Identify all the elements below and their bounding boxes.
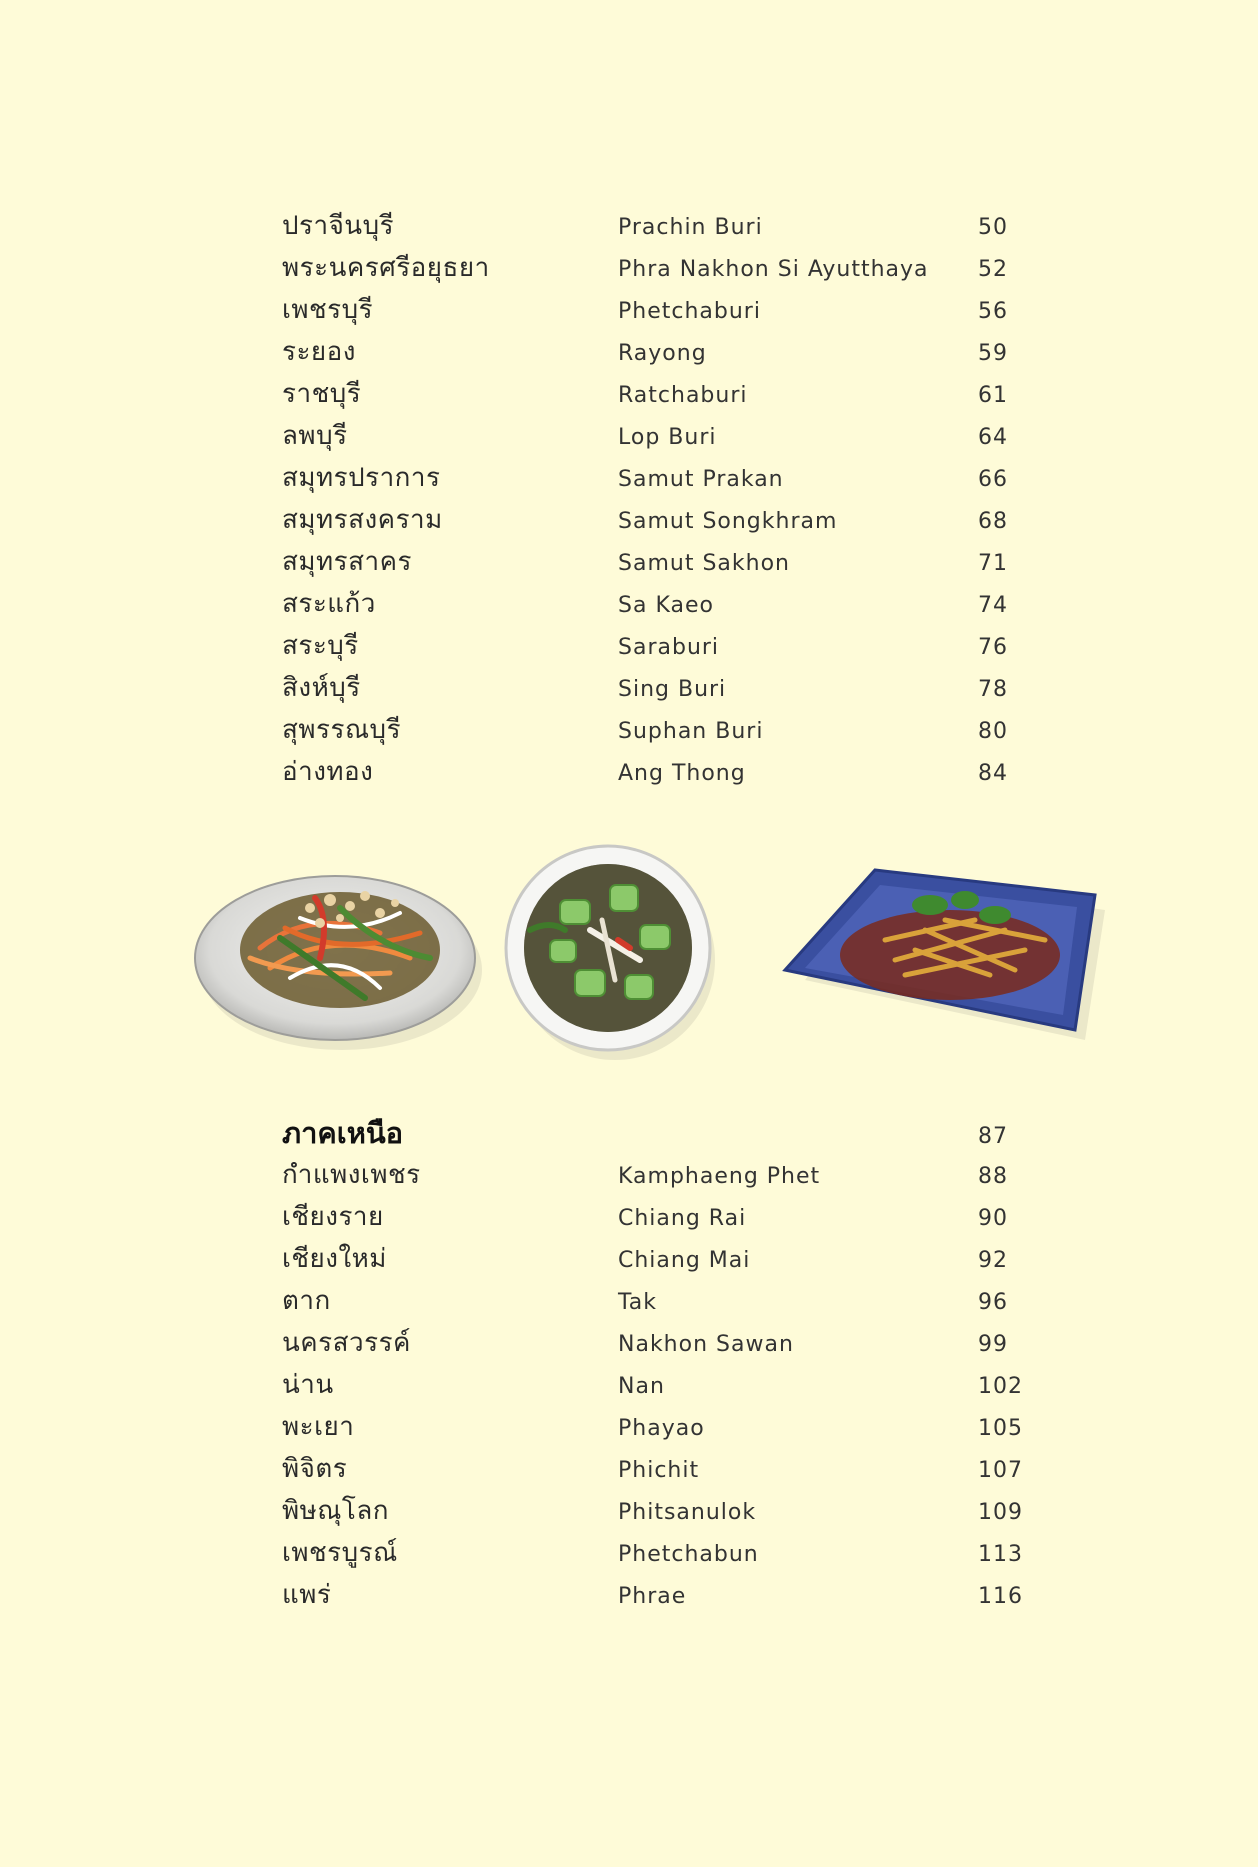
soup-bowl-icon xyxy=(490,830,730,1070)
page-number: 113 xyxy=(978,1542,1023,1567)
province-english: Phitsanulok xyxy=(618,1500,757,1525)
toc-row xyxy=(282,1574,1042,1616)
province-english: Saraburi xyxy=(618,635,720,660)
page-number: 90 xyxy=(978,1206,1008,1231)
toc-row xyxy=(282,541,1042,583)
province-thai: พิจิตร xyxy=(282,1454,348,1484)
province-english: Lop Buri xyxy=(618,425,717,450)
province-english: Phayao xyxy=(618,1416,705,1441)
province-thai: เพชรบุรี xyxy=(282,295,374,325)
page-number: 96 xyxy=(978,1290,1008,1315)
toc-row xyxy=(282,1154,1042,1196)
page-number: 99 xyxy=(978,1332,1008,1357)
province-thai: สมุทรปราการ xyxy=(282,463,441,493)
province-english: Phetchabun xyxy=(618,1542,759,1567)
province-english: Ang Thong xyxy=(618,761,746,786)
page-number: 78 xyxy=(978,677,1008,702)
page-number: 71 xyxy=(978,551,1008,576)
page-number: 88 xyxy=(978,1164,1008,1189)
province-english: Samut Sakhon xyxy=(618,551,790,576)
toc-row xyxy=(282,1238,1042,1280)
page-number: 107 xyxy=(978,1458,1023,1483)
toc-row xyxy=(282,1448,1042,1490)
toc-row xyxy=(282,709,1042,751)
toc-row xyxy=(282,1196,1042,1238)
province-thai: นครสวรรค์ xyxy=(282,1328,411,1358)
toc-row xyxy=(282,1364,1042,1406)
province-english: Chiang Mai xyxy=(618,1248,751,1273)
province-thai: เชียงราย xyxy=(282,1202,384,1232)
toc-row xyxy=(282,331,1042,373)
province-english: Samut Songkhram xyxy=(618,509,838,534)
province-thai: ตาก xyxy=(282,1286,331,1316)
toc-row xyxy=(282,373,1042,415)
page-number: 52 xyxy=(978,257,1008,282)
province-thai: กำแพงเพชร xyxy=(282,1160,421,1190)
toc-row xyxy=(282,667,1042,709)
province-english: Rayong xyxy=(618,341,707,366)
toc-northern-list xyxy=(282,1110,1042,1616)
province-thai: สมุทรสงคราม xyxy=(282,505,443,535)
page-number: 50 xyxy=(978,215,1008,240)
page-number: 68 xyxy=(978,509,1008,534)
page-number: 80 xyxy=(978,719,1008,744)
province-english: Sa Kaeo xyxy=(618,593,714,618)
province-english: Ratchaburi xyxy=(618,383,748,408)
province-thai: ลพบุรี xyxy=(282,421,348,451)
province-thai: พิษณุโลก xyxy=(282,1496,390,1526)
province-english: Suphan Buri xyxy=(618,719,764,744)
toc-row xyxy=(282,415,1042,457)
province-english: Prachin Buri xyxy=(618,215,763,240)
toc-row xyxy=(282,457,1042,499)
province-english: Tak xyxy=(618,1290,658,1315)
province-english: Chiang Rai xyxy=(618,1206,747,1231)
toc-row xyxy=(282,1532,1042,1574)
page-number: 109 xyxy=(978,1500,1023,1525)
page-number: 66 xyxy=(978,467,1008,492)
page-number: 116 xyxy=(978,1584,1023,1609)
toc-row xyxy=(282,499,1042,541)
food-photos xyxy=(190,830,1120,1090)
province-thai: ปราจีนบุรี xyxy=(282,211,395,241)
province-thai: แพร่ xyxy=(282,1580,332,1610)
toc-row xyxy=(282,1490,1042,1532)
page-number: 92 xyxy=(978,1248,1008,1273)
province-thai: เพชรบูรณ์ xyxy=(282,1538,398,1568)
page-number: 105 xyxy=(978,1416,1023,1441)
province-english: Kamphaeng Phet xyxy=(618,1164,821,1189)
toc-row xyxy=(282,1406,1042,1448)
toc-row xyxy=(282,205,1042,247)
province-english: Nan xyxy=(618,1374,665,1399)
province-thai: สมุทรสาคร xyxy=(282,547,412,577)
province-thai: พระนครศรีอยุธยา xyxy=(282,253,490,283)
section-heading xyxy=(282,1110,1042,1156)
section-title: ภาคเหนือ xyxy=(282,1116,404,1150)
province-thai: ราชบุรี xyxy=(282,379,362,409)
page-number: 84 xyxy=(978,761,1008,786)
toc-row xyxy=(282,1322,1042,1364)
page-number: 74 xyxy=(978,593,1008,618)
province-english: Phrae xyxy=(618,1584,687,1609)
province-thai: น่าน xyxy=(282,1370,334,1400)
province-thai: สระบุรี xyxy=(282,631,359,661)
page-number: 76 xyxy=(978,635,1008,660)
province-english: Sing Buri xyxy=(618,677,727,702)
province-thai: พะเยา xyxy=(282,1412,355,1442)
toc-row xyxy=(282,247,1042,289)
toc-central-list xyxy=(282,205,1042,793)
province-english: Nakhon Sawan xyxy=(618,1332,794,1357)
page-number: 56 xyxy=(978,299,1008,324)
toc-row xyxy=(282,583,1042,625)
spicy-salad-square-plate-icon xyxy=(775,850,1115,1070)
page-number: 102 xyxy=(978,1374,1023,1399)
province-thai: อ่างทอง xyxy=(282,757,374,787)
province-thai: เชียงใหม่ xyxy=(282,1244,387,1274)
page-number: 59 xyxy=(978,341,1008,366)
page-number: 87 xyxy=(978,1124,1008,1149)
province-english: Phichit xyxy=(618,1458,700,1483)
province-thai: สระแก้ว xyxy=(282,589,376,619)
toc-row xyxy=(282,1280,1042,1322)
toc-row xyxy=(282,751,1042,793)
province-english: Samut Prakan xyxy=(618,467,784,492)
page-number: 64 xyxy=(978,425,1008,450)
page-number: 61 xyxy=(978,383,1008,408)
province-thai: สิงห์บุรี xyxy=(282,673,361,703)
toc-row xyxy=(282,289,1042,331)
province-english: Phetchaburi xyxy=(618,299,761,324)
toc-row xyxy=(282,625,1042,667)
province-english: Phra Nakhon Si Ayutthaya xyxy=(618,257,929,282)
papaya-salad-plate-icon xyxy=(190,838,490,1058)
province-thai: สุพรรณบุรี xyxy=(282,715,402,745)
province-thai: ระยอง xyxy=(282,337,356,367)
